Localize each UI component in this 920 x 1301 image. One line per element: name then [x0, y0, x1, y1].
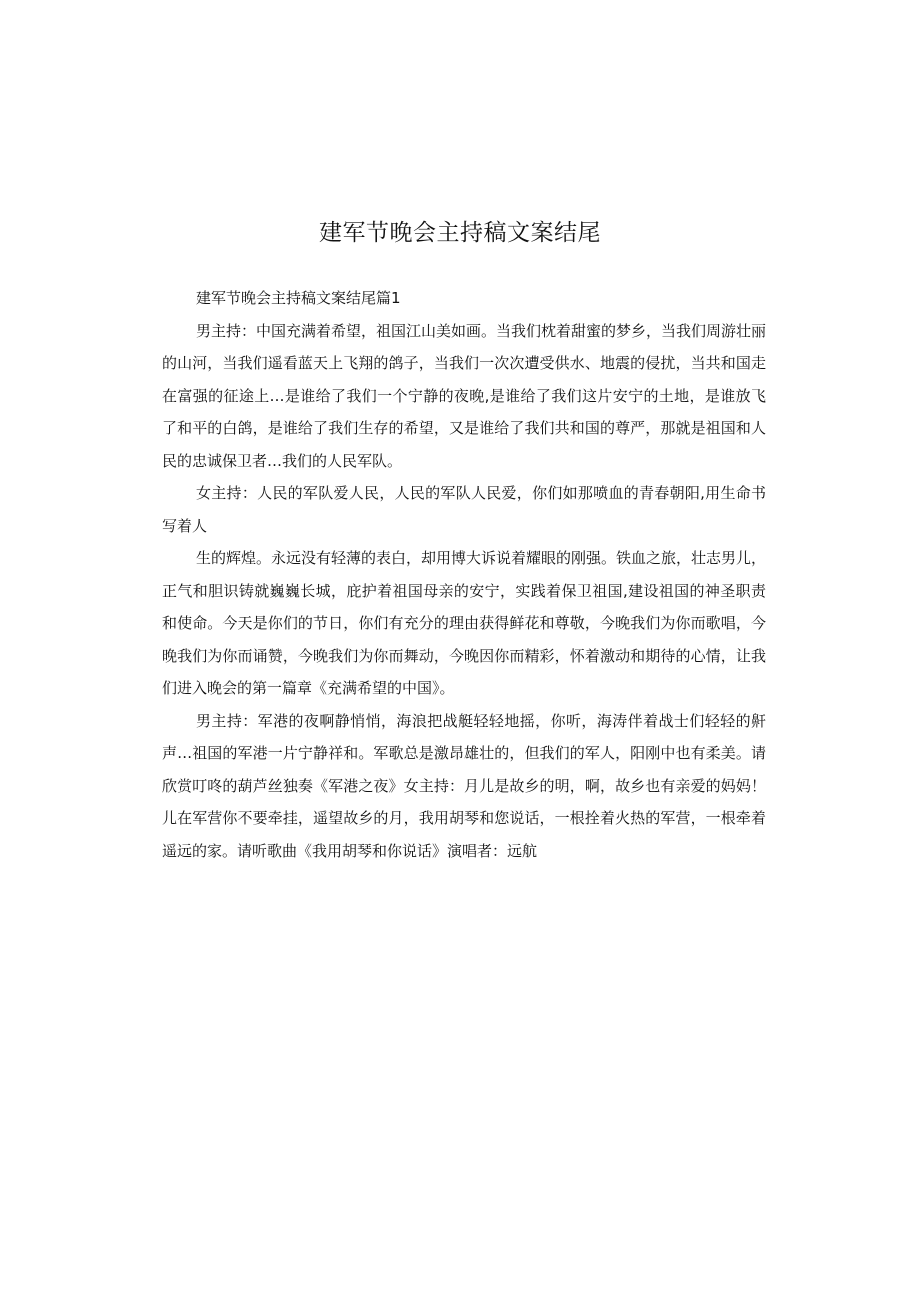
document-body — [162, 282, 766, 867]
paragraph: 生的辉煌。永远没有轻薄的表白，却用博大诉说着耀眼的刚强。铁血之旅，壮志男儿，正气和胆识铸就巍巍长城，庇护着祖国母亲的安宁，实践着保卫祖国,建设祖国的神圣职责和使命。今天是你们的节日，你们有充分的理由获得鲜花和尊敬，今晚我们为你而歌唱，今晚我们为你而诵赞，今晚我们为你而舞动，今晚因你而精彩，怀着激动和期待的心情，让我们进入晚会的第一篇章《充满希望的中国》。 — [162, 549, 767, 697]
paragraph: 男主持：军港的夜啊静悄悄，海浪把战艇轻轻地摇，你听，海涛伴着战士们轻轻的鼾声…祖国的军港一片宁静祥和。军歌总是激昂雄壮的，但我们的军人，阳刚中也有柔美。请欣赏叮咚的葫芦丝独奏《军港之夜》女主持：月儿是故乡的明，啊，故乡也有亲爱的妈妈！儿在军营你不要牵挂，遥望故乡的月，我用胡琴和您说话，一根拴着火热的军营，一根牵着遥远的家。请听歌曲《我用胡琴和你说话》演唱者：远航 — [162, 711, 766, 860]
section-heading: 建军节晚会主持稿文案结尾篇1 — [196, 289, 401, 307]
document-title: 建军节晚会主持稿文案结尾 — [319, 220, 601, 246]
paragraph: 男主持：中国充满着希望，祖国江山美如画。当我们枕着甜蜜的梦乡，当我们周游壮丽的山河，当我们遥看蓝天上飞翔的鸽子，当我们一次次遭受供水、地震的侵扰，当共和国走在富强的征途上…是谁给了我们一个宁静的夜晚,是谁给了我们这片安宁的土地，是谁放飞了和平的白鸽，是谁给了我们生存的希望，又是谁给了我们共和国的尊严，那就是祖国和人民的忠诚保卫者…我们的人民军队。 — [162, 321, 767, 470]
paragraph: 女主持：人民的军队爱人民，人民的军队人民爱，你们如那喷血的青春朝阳,用生命书写着人 — [162, 484, 766, 535]
